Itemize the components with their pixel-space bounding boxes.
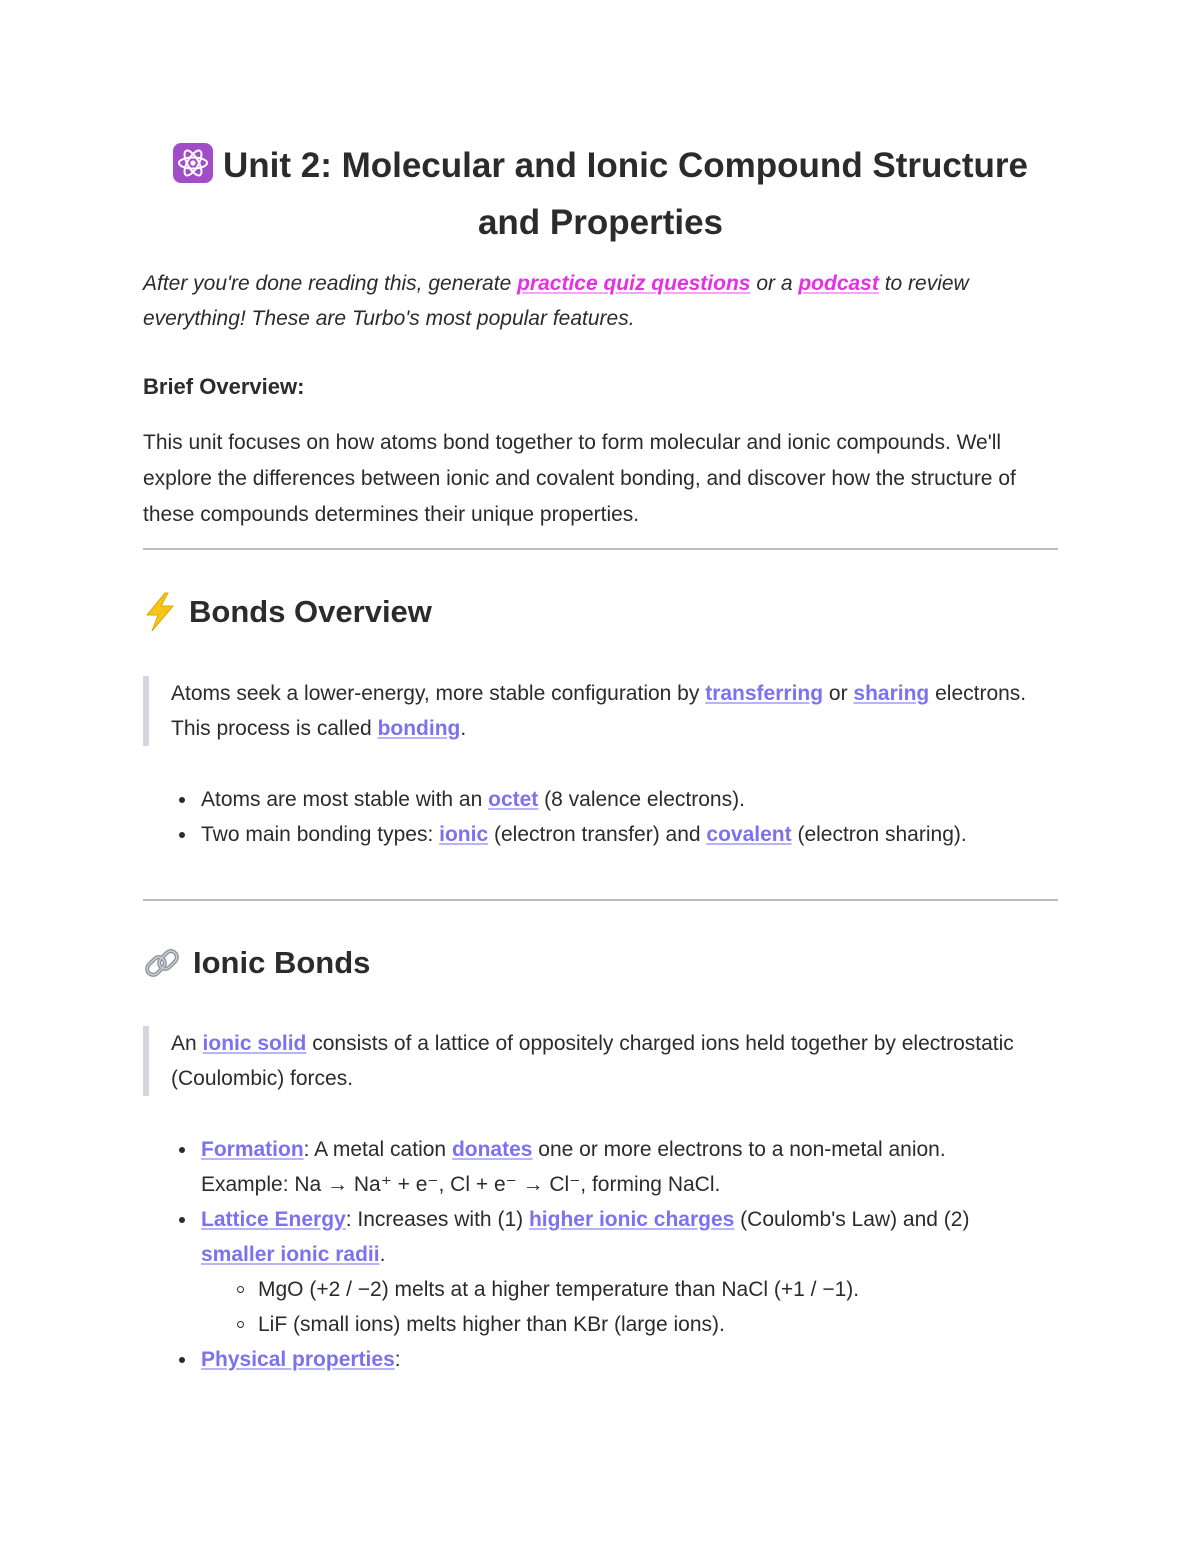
keyword-link[interactable]: transferring (705, 682, 824, 705)
ionic-bonds-quote (143, 1026, 1058, 1096)
keyword-link[interactable]: Physical properties (201, 1348, 395, 1371)
intro-text: or a (750, 272, 799, 295)
list-item (143, 782, 1058, 817)
item-text: : (394, 1348, 401, 1371)
list-item (143, 1132, 1058, 1202)
sub-list (201, 1272, 998, 1342)
item-text: . (379, 1243, 386, 1266)
quote-text: An (171, 1032, 203, 1055)
ionic-bonds-heading (143, 941, 370, 985)
practice-quiz-link[interactable]: practice quiz questions (517, 272, 751, 295)
lightning-icon (143, 592, 177, 632)
bonds-overview-list (143, 782, 1058, 852)
keyword-link[interactable]: Lattice Energy (201, 1208, 346, 1231)
keyword-link[interactable]: covalent (706, 823, 792, 846)
item-text: (8 valence electrons). (538, 788, 745, 811)
divider (143, 899, 1058, 901)
item-text: : Increases with (1) (345, 1208, 529, 1231)
keyword-link[interactable]: sharing (853, 682, 930, 705)
atom-icon (173, 143, 213, 183)
item-text: one or more electrons to a non-metal anion. Example: Na → Na⁺ + e⁻, Cl + e⁻ → Cl⁻, forming NaCl. (201, 1138, 946, 1196)
page-title (143, 137, 1058, 251)
intro-text: After you're done reading this, generate (143, 272, 518, 295)
overview-paragraph: This unit focuses on how atoms bond together to form molecular and ionic compounds. We'll explore the differences between ionic and covalent bonding, and discover how the structure of these compounds determines their unique properties. (143, 431, 1016, 526)
keyword-link[interactable]: ionic (439, 823, 489, 846)
list-item (143, 1202, 1058, 1342)
keyword-link[interactable]: bonding (377, 717, 461, 740)
bonds-overview-quote (143, 676, 1058, 746)
keyword-link[interactable]: octet (488, 788, 539, 811)
ionic-bonds-list (143, 1132, 1058, 1377)
quote-text: Atoms seek a lower-energy, more stable configuration by (171, 682, 706, 705)
podcast-link[interactable]: podcast (798, 272, 879, 295)
bonds-overview-heading (143, 590, 432, 634)
bonds-overview-heading-text: Bonds Overview (189, 594, 432, 629)
item-text: (electron transfer) and (488, 823, 707, 846)
brief-overview-heading: Brief Overview: (143, 374, 305, 399)
quote-text: or (823, 682, 854, 705)
quote-text: consists of a lattice of oppositely charged ions held together by electrostatic (Coulombic) forces. (171, 1032, 1014, 1090)
sub-list-item: MgO (+2 / −2) melts at a higher temperature than NaCl (+1 / −1). (201, 1272, 998, 1307)
page-title-text: Unit 2: Molecular and Ionic Compound Structure and Properties (222, 146, 1029, 242)
sub-list-item: LiF (small ions) melts higher than KBr (large ions). (201, 1307, 998, 1342)
keyword-link[interactable]: smaller ionic radii (201, 1243, 380, 1266)
quote-text: . (460, 717, 467, 740)
link-icon (143, 944, 181, 982)
item-text: Two main bonding types: (201, 823, 440, 846)
intro-text: to review everything! These are Turbo's most popular features. (143, 272, 969, 330)
intro-paragraph (143, 266, 1058, 336)
item-text: : A metal cation (303, 1138, 452, 1161)
item-text: Atoms are most stable with an (201, 788, 489, 811)
list-item (143, 817, 1058, 852)
keyword-link[interactable]: higher ionic charges (528, 1208, 735, 1231)
keyword-link[interactable]: Formation (201, 1138, 304, 1161)
ionic-bonds-heading-text: Ionic Bonds (193, 945, 371, 980)
divider (143, 548, 1058, 550)
item-text: (Coulomb's Law) and (2) (734, 1208, 970, 1231)
quote-text: electrons. This process is called (171, 682, 1027, 740)
item-text: (electron sharing). (791, 823, 967, 846)
keyword-link[interactable]: ionic solid (202, 1032, 307, 1055)
list-item (143, 1342, 1058, 1377)
keyword-link[interactable]: donates (451, 1138, 533, 1161)
